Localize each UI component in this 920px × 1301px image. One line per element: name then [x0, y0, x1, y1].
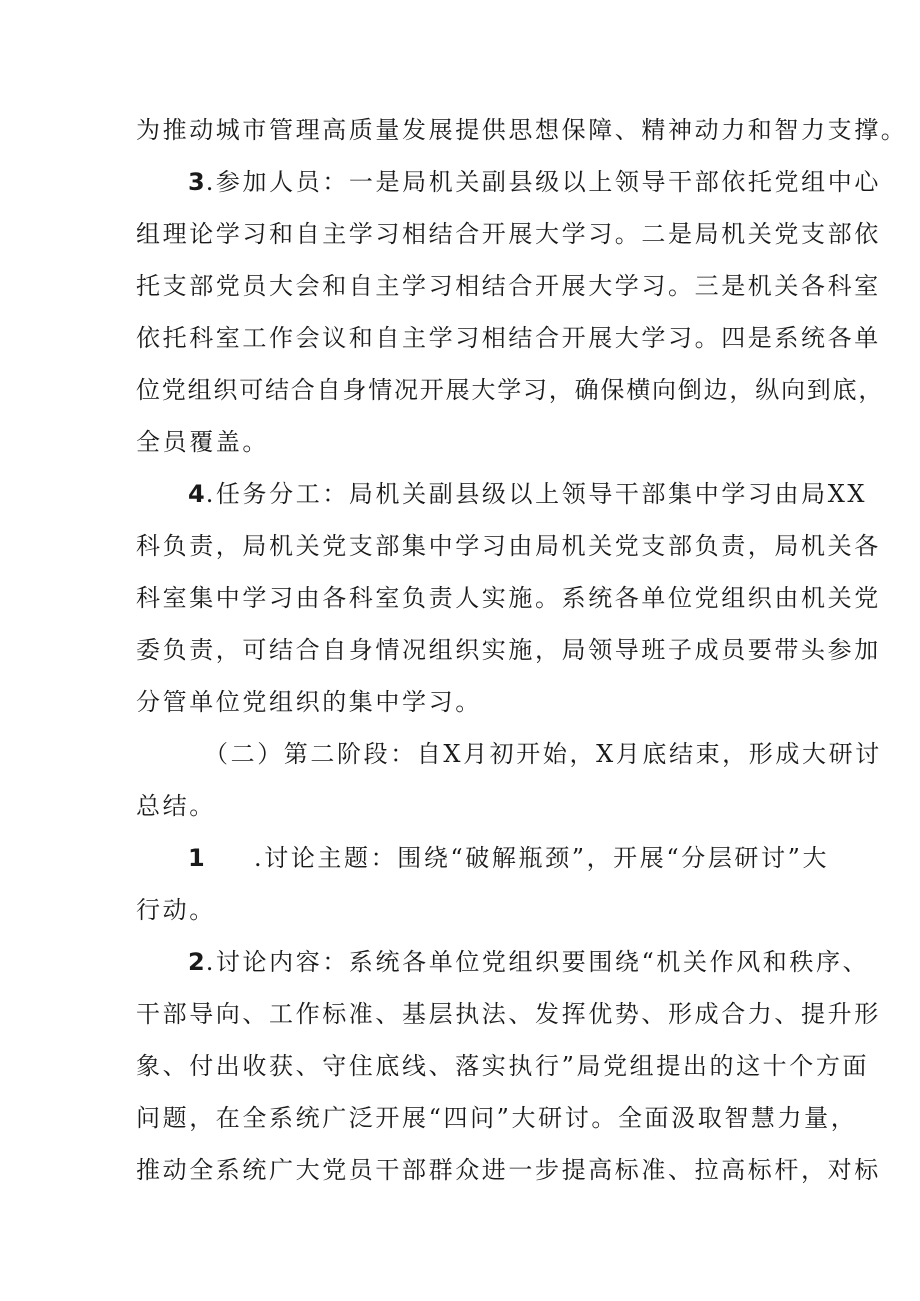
item-number: 4 — [188, 480, 206, 508]
text-line: 行动。 — [136, 896, 216, 924]
text-line: 依托科室工作会议和自主学习相结合开展大学习。四是系统各单 — [136, 324, 881, 352]
text-line: 推动全系统广大党员干部群众进一步提高标准、拉高标杆，对标 — [136, 1156, 881, 1184]
text-line: 位党组织可结合自身情况开展大学习，确保横向倒边，纵向到底， — [136, 376, 885, 404]
text-line: 问题，在全系统广泛开展“四问”大研讨。全面汲取智慧力量， — [136, 1104, 858, 1132]
text-line: 为推动城市管理高质量发展提供思想保障、精神动力和智力支撑。 — [136, 116, 908, 144]
text-line: .参加人员：一是局机关副县级以上领导干部依托党组中心 — [205, 168, 881, 196]
text-line: .任务分工：局机关副县级以上领导干部集中学习由局XX — [205, 480, 868, 508]
text-line: 托支部党员大会和自主学习相结合开展大学习。三是机关各科室 — [136, 272, 881, 300]
text-line: 分管单位党组织的集中学习。 — [136, 688, 482, 716]
item-number: 3 — [188, 168, 206, 196]
paragraph-first-line — [136, 156, 881, 208]
text-line: .讨论主题：围绕“破解瓶颈”，开展“分层研讨”大 — [254, 844, 830, 872]
section-heading-line: （二）第二阶段：自X月初开始，X月底结束，形成大研讨 — [204, 740, 882, 768]
text-line: 象、付出收获、守住底线、落实执行”局党组提出的这十个方面 — [136, 1052, 870, 1080]
text-line: 全员覆盖。 — [136, 428, 269, 456]
text-line: 科室集中学习由各科室负责人实施。系统各单位党组织由机关党 — [136, 584, 881, 612]
paragraph-first-line — [136, 936, 870, 988]
text-line: 组理论学习和自主学习相结合开展大学习。二是局机关党支部依 — [136, 220, 881, 248]
paragraph-first-line — [136, 832, 830, 884]
text-line: 干部导向、工作标准、基层执法、发挥优势、形成合力、提升形 — [136, 1000, 881, 1028]
item-number: 1 — [188, 844, 206, 872]
item-number: 2 — [188, 948, 206, 976]
text-line: 委负责，可结合自身情况组织实施，局领导班子成员要带头参加 — [136, 636, 881, 664]
text-line: 科负责，局机关党支部集中学习由局机关党支部负责，局机关各 — [136, 532, 881, 560]
paragraph-first-line — [136, 468, 868, 520]
text-line: 总结。 — [136, 792, 216, 820]
text-line: .讨论内容：系统各单位党组织要围绕“机关作风和秩序、 — [205, 948, 870, 976]
document-body — [136, 104, 908, 1196]
